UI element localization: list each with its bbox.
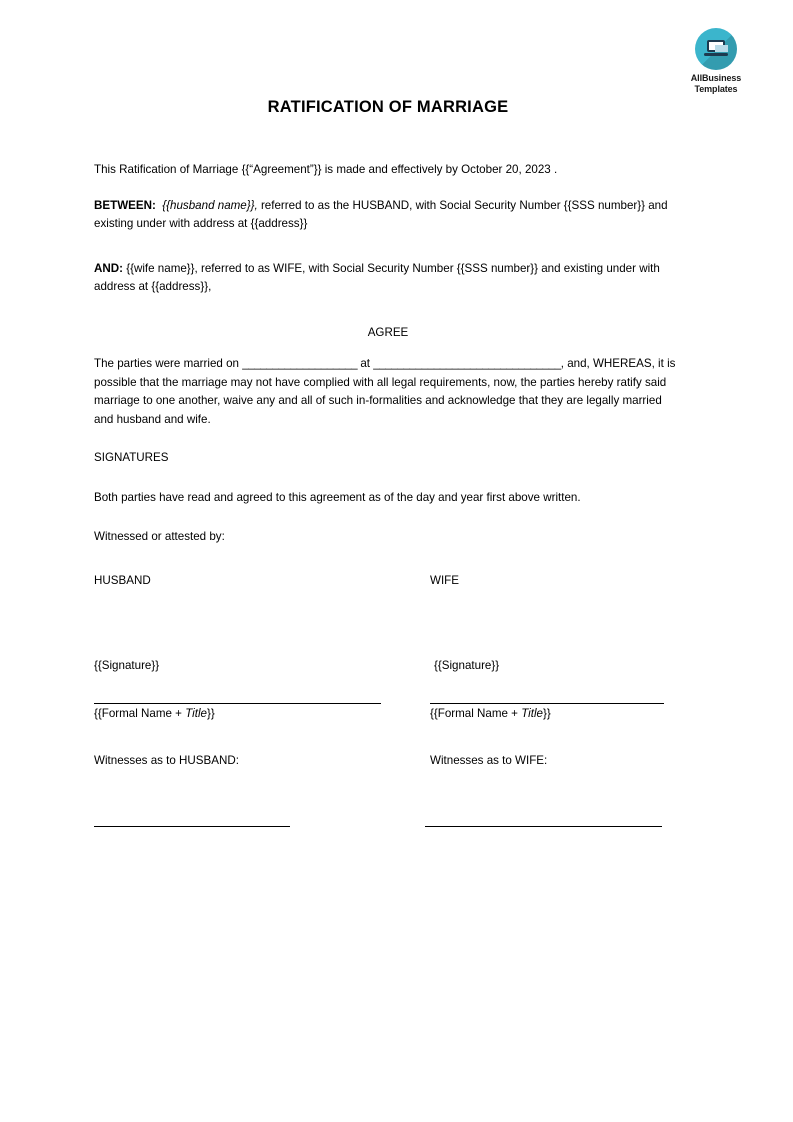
signatures-heading: SIGNATURES bbox=[94, 451, 169, 464]
between-rest: referred to as the HUSBAND, with Social Security Number {{SSS number}} and existing under with address at {{address}} bbox=[94, 198, 668, 230]
between-label: BETWEEN: bbox=[94, 198, 156, 212]
wife-formal-prefix: {{Formal Name + bbox=[430, 706, 522, 720]
agreement-date: October 20, 2023 bbox=[461, 163, 551, 176]
logo-text-line2: Templates bbox=[694, 83, 738, 94]
logo-text-line1: AllBusiness bbox=[690, 73, 742, 83]
married-clause-paragraph bbox=[94, 355, 682, 429]
marriage-place-blank: _______________________________ bbox=[373, 357, 561, 370]
wife-witness-rule bbox=[425, 826, 662, 827]
signature-area bbox=[94, 572, 682, 852]
laptop-icon bbox=[704, 40, 728, 58]
wife-heading: WIFE bbox=[430, 573, 459, 587]
husband-formal-suffix: }} bbox=[207, 706, 215, 720]
document-body bbox=[94, 0, 682, 852]
laptop-body bbox=[707, 40, 725, 52]
husband-heading: HUSBAND bbox=[94, 573, 151, 587]
husband-name-rule bbox=[94, 703, 381, 704]
between-paragraph bbox=[94, 197, 682, 234]
logo-circle-icon bbox=[695, 28, 737, 70]
wife-formal-name-label bbox=[430, 705, 551, 724]
intro-text-mid: is made and effectively by bbox=[321, 163, 462, 176]
married-text-between: at bbox=[357, 357, 374, 370]
wife-formal-suffix: }} bbox=[543, 706, 551, 720]
both-parties-paragraph: Both parties have read and agreed to this agreement as of the day and year first above written. bbox=[94, 490, 581, 504]
logo-text bbox=[676, 73, 756, 94]
allbusiness-templates-logo bbox=[676, 28, 756, 94]
married-text-after: , and, WHEREAS, it is possible that the marriage may not have complied with all legal requirements, now, the parties hereby ratify said marriage to one another, waive any and all of such in-formalities and acknowledge that they are legally married and husband and wife. bbox=[94, 357, 676, 426]
witnessed-by-paragraph: Witnessed or attested by: bbox=[94, 530, 225, 543]
husband-formal-name-label bbox=[94, 705, 215, 724]
marriage-date-blank: ___________________ bbox=[242, 357, 358, 370]
intro-text-before: This Ratification of Marriage bbox=[94, 163, 242, 176]
married-text-before: The parties were married on bbox=[94, 357, 243, 370]
and-paragraph bbox=[94, 260, 682, 297]
intro-paragraph bbox=[94, 161, 682, 180]
page-title: RATIFICATION OF MARRIAGE bbox=[267, 98, 509, 116]
wife-witnesses-label: Witnesses as to WIFE: bbox=[430, 753, 548, 767]
laptop-screen bbox=[715, 45, 728, 52]
wife-name-placeholder: {{wife name}}, bbox=[126, 261, 198, 275]
husband-formal-prefix: {{Formal Name + bbox=[94, 706, 186, 720]
husband-name-placeholder: {{husband name}}, bbox=[162, 198, 258, 212]
husband-signature-placeholder: {{Signature}} bbox=[94, 658, 160, 672]
intro-text-after: . bbox=[550, 163, 558, 176]
husband-witnesses-label: Witnesses as to HUSBAND: bbox=[94, 753, 239, 767]
and-label: AND: bbox=[94, 261, 123, 275]
and-rest: referred to as WIFE, with Social Security Number {{SSS number}} and existing under with address at {{address}}, bbox=[94, 261, 660, 293]
wife-signature-placeholder: {{Signature}} bbox=[434, 658, 500, 672]
wife-name-rule bbox=[430, 703, 664, 704]
wife-formal-title: Title bbox=[521, 706, 543, 720]
agree-heading: AGREE bbox=[367, 325, 409, 339]
laptop-base bbox=[704, 53, 728, 56]
agreement-placeholder: {{“Agreement”}} bbox=[241, 163, 322, 176]
husband-witness-rule bbox=[94, 826, 290, 827]
husband-formal-title: Title bbox=[185, 706, 207, 720]
